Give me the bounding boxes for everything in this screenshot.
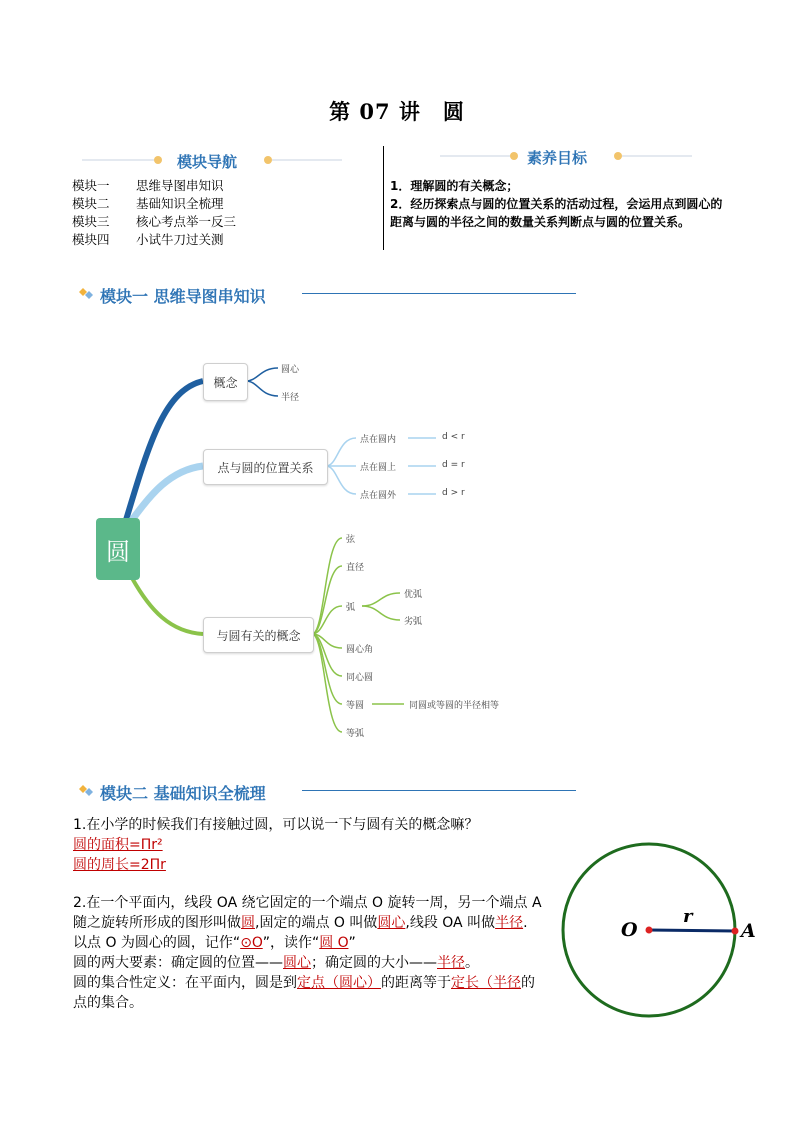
goal-item: 2．经历探索点与圆的位置关系的活动过程，会运用点到圆心的距离与圆的半径之间的数量关系判断点与圆的位置关系。	[390, 197, 723, 229]
nav-item[interactable]: 模块二 基础知识全梳理	[72, 196, 224, 211]
mindmap-leaf: 弦	[346, 535, 356, 545]
nav-item[interactable]: 模块一 思维导图串知识	[72, 178, 224, 193]
question-1: 1.在小学的时候我们有接触过圆，可以说一下与圆有关的概念嘛？	[73, 817, 479, 833]
nav-heading: 模块导航	[177, 153, 238, 171]
diamond-icon	[78, 784, 96, 798]
mindmap-leaf: 同心圆	[346, 673, 374, 683]
mindmap-leaf: 直径	[346, 563, 365, 573]
mindmap-leaf: 半径	[281, 393, 300, 403]
mindmap-node-related: 与圆有关的概念	[203, 617, 314, 653]
mindmap-root: 圆	[96, 518, 140, 580]
goal-item: 1．理解圆的有关概念；	[390, 179, 519, 193]
nav-item[interactable]: 模块三 核心考点举一反三	[72, 214, 237, 229]
mindmap-leaf: 优弧	[404, 590, 423, 600]
radius-label: r	[683, 906, 693, 927]
point-a	[732, 928, 739, 935]
radius-segment	[649, 930, 735, 931]
mindmap-leaf: 弧	[346, 603, 356, 613]
center-point	[646, 927, 653, 934]
goals-heading: 素养目标	[527, 149, 588, 167]
mindmap-node-concept: 概念	[203, 363, 248, 401]
mindmap-node-position: 点与圆的位置关系	[203, 449, 328, 485]
set-definition-paragraph: 圆的集合性定义：在平面内，圆是到定点（圆心）的距离等于定长（半径的点的集合。	[73, 975, 535, 1011]
module2-body	[73, 815, 543, 1013]
mindmap-leaf: 圆心角	[346, 645, 374, 655]
area-formula: 圆的面积=Πr²	[73, 837, 163, 853]
elements-paragraph: 圆的两大要素：确定圆的位置——圆心；确定圆的大小——半径。	[73, 955, 479, 971]
point-label: A	[741, 920, 756, 942]
mindmap-relation: d < r	[442, 432, 465, 442]
perimeter-formula: 圆的周长=2Πr	[73, 857, 166, 873]
nav-item[interactable]: 模块四 小试牛刀过关测	[72, 232, 224, 247]
page-title: 第 07 讲 圆	[329, 99, 465, 124]
mindmap-leaf: 等圆	[346, 701, 365, 711]
circle-figure	[555, 838, 770, 1023]
module1-title: 模块一 思维导图串知识	[100, 287, 266, 306]
definition-paragraph: 2.在一个平面内，线段 OA 绕它固定的一个端点 O 旋转一周，另一个端点 A 随之旋转所形成的图形叫做圆,固定的端点 O 叫做圆心,线段 OA 叫做半径. 以点 O 为圆心的圆，记作“⊙O”，读作“圆 O”	[73, 895, 542, 951]
mindmap-leaf: 劣弧	[404, 617, 423, 627]
mindmap-note: 同圆或等圆的半径相等	[409, 701, 500, 711]
mindmap-leaf: 点在圆外	[360, 491, 397, 501]
mindmap-leaf: 圆心	[281, 365, 300, 375]
mindmap-leaf: 点在圆内	[360, 435, 397, 445]
module2-rule	[302, 790, 576, 791]
mindmap-leaf: 点在圆上	[360, 463, 397, 473]
mindmap-leaf: 等弧	[346, 729, 365, 739]
module2-title: 模块二 基础知识全梳理	[100, 784, 266, 803]
mindmap-relation: d > r	[442, 488, 465, 498]
center-label: O	[621, 919, 638, 941]
mindmap-relation: d = r	[442, 460, 465, 470]
